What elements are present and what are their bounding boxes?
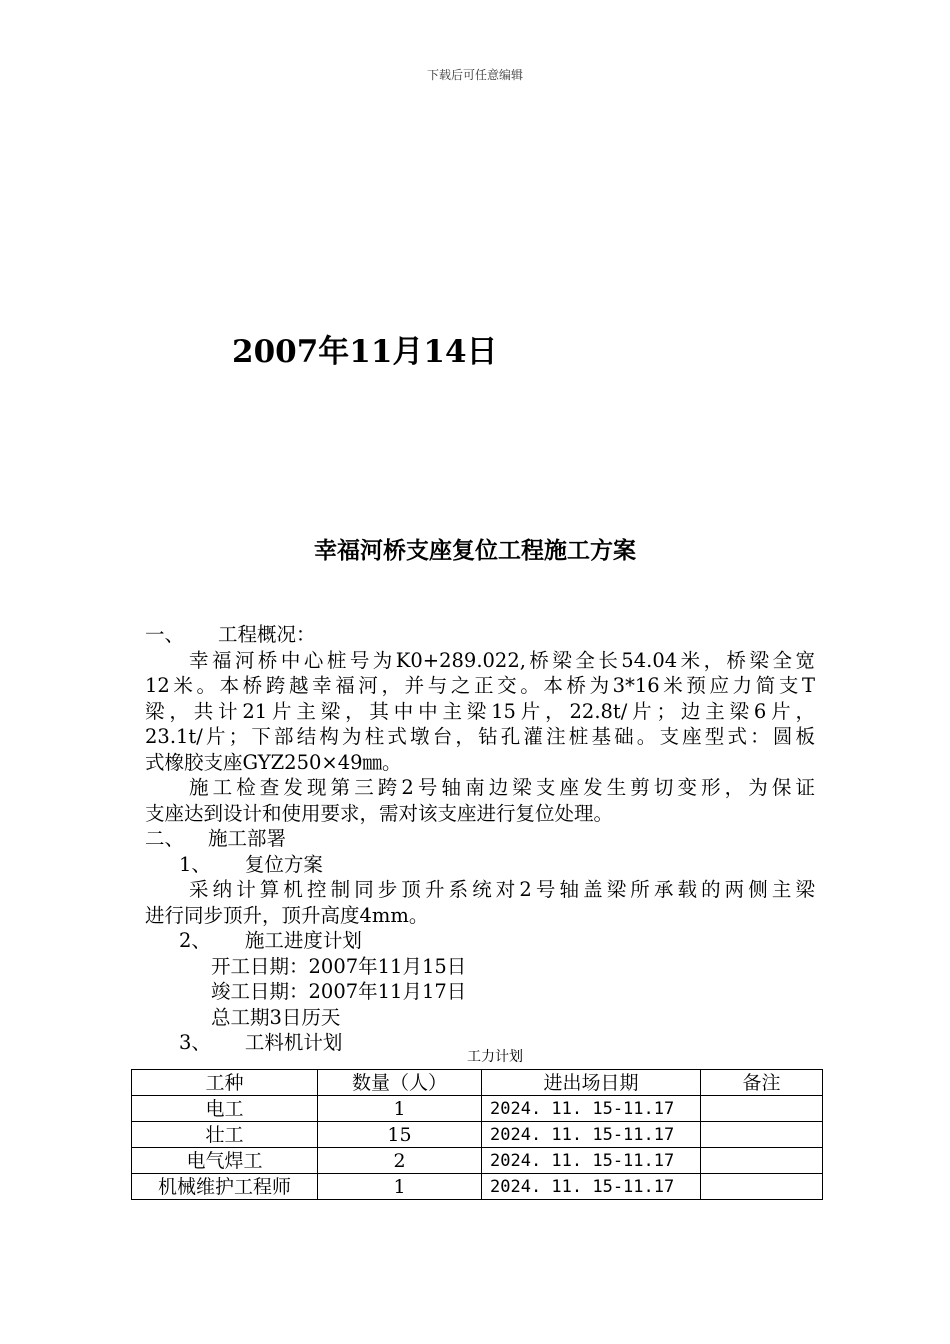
document-title: 幸福河桥支座复位工程施工方案 <box>314 537 636 564</box>
cell-count: 1 <box>318 1174 482 1200</box>
subsection-number: 2、 <box>179 929 211 952</box>
subsection-title: 工料机计划 <box>244 1031 343 1054</box>
cell-dates: 2024. 11. 15-11.17 <box>482 1174 701 1200</box>
cell-work-type: 电工 <box>132 1096 318 1122</box>
table-header-row <box>132 1070 823 1096</box>
header-note: 下载后可任意编辑 <box>426 68 523 82</box>
cell-count: 2 <box>318 1148 482 1174</box>
section-title: 施工部署 <box>208 827 287 850</box>
column-header: 进出场日期 <box>482 1070 701 1096</box>
paragraph-line: 式橡胶支座GYZ250×49㎜。 <box>145 750 402 774</box>
cell-count: 1 <box>318 1096 482 1122</box>
paragraph-line: 23.1t/片；下部结构为柱式墩台，钻孔灌注桩基础。支座型式：圆板 <box>145 725 815 748</box>
paragraph-line: 施工检查发现第三跨2号轴南边梁支座发生剪切变形，为保证 <box>189 776 815 799</box>
cell-work-type: 机械维护工程师 <box>132 1174 318 1200</box>
end-date: 竣工日期：2007年11月17日 <box>211 980 467 1003</box>
paragraph-line: 支座达到设计和使用要求，需对该支座进行复位处理。 <box>145 801 614 825</box>
paragraph-line: 采纳计算机控制同步顶升系统对2号轴盖梁所承载的两侧主梁 <box>189 878 815 901</box>
subsection-2-heading <box>145 928 815 954</box>
table-caption: 工力计划 <box>467 1049 523 1065</box>
section-number: 二、 <box>145 827 185 850</box>
table-row <box>132 1174 823 1200</box>
cell-note <box>701 1096 823 1122</box>
cell-work-type: 电气焊工 <box>132 1148 318 1174</box>
cell-note <box>701 1148 823 1174</box>
cell-dates: 2024. 11. 15-11.17 <box>482 1096 701 1122</box>
column-header: 备注 <box>701 1070 823 1096</box>
subsection-1-heading <box>145 852 815 878</box>
paragraph-line: 进行同步顶升，顶升高度4mm。 <box>145 903 429 927</box>
table-row <box>132 1096 823 1122</box>
column-header: 工种 <box>132 1070 318 1096</box>
section-1-heading <box>145 622 815 648</box>
cell-note <box>701 1174 823 1200</box>
subsection-number: 1、 <box>179 852 211 876</box>
section-title: 工程概况： <box>218 623 316 646</box>
start-date: 开工日期：2007年11月15日 <box>211 954 467 978</box>
table-row <box>132 1122 823 1148</box>
cell-count: 15 <box>318 1122 482 1148</box>
cell-work-type: 壮工 <box>132 1122 318 1148</box>
cell-dates: 2024. 11. 15-11.17 <box>482 1122 701 1148</box>
paragraph-line: 幸福河桥中心桩号为K0+289.022,桥梁全长54.04米，桥梁全宽 <box>189 648 815 672</box>
paragraph-line: 12米。本桥跨越幸福河，并与之正交。本桥为3*16米预应力简支T <box>145 674 815 697</box>
labor-plan-table <box>131 1069 823 1200</box>
subsection-title: 复位方案 <box>244 852 323 876</box>
subsection-title: 施工进度计划 <box>244 929 362 952</box>
date-heading: 2007年11月14日 <box>232 334 498 370</box>
table-row <box>132 1148 823 1174</box>
section-number: 一、 <box>145 623 185 646</box>
column-header: 数量（人） <box>318 1070 482 1096</box>
cell-note <box>701 1122 823 1148</box>
total-duration: 总工期3日历天 <box>211 1005 341 1029</box>
document-body <box>145 622 815 1056</box>
cell-dates: 2024. 11. 15-11.17 <box>482 1148 701 1174</box>
subsection-number: 3、 <box>179 1031 211 1054</box>
section-2-heading <box>145 826 815 852</box>
paragraph-line: 梁，共计21片主梁，其中中主梁15片，22.8t/片；边主梁6片， <box>145 699 815 723</box>
